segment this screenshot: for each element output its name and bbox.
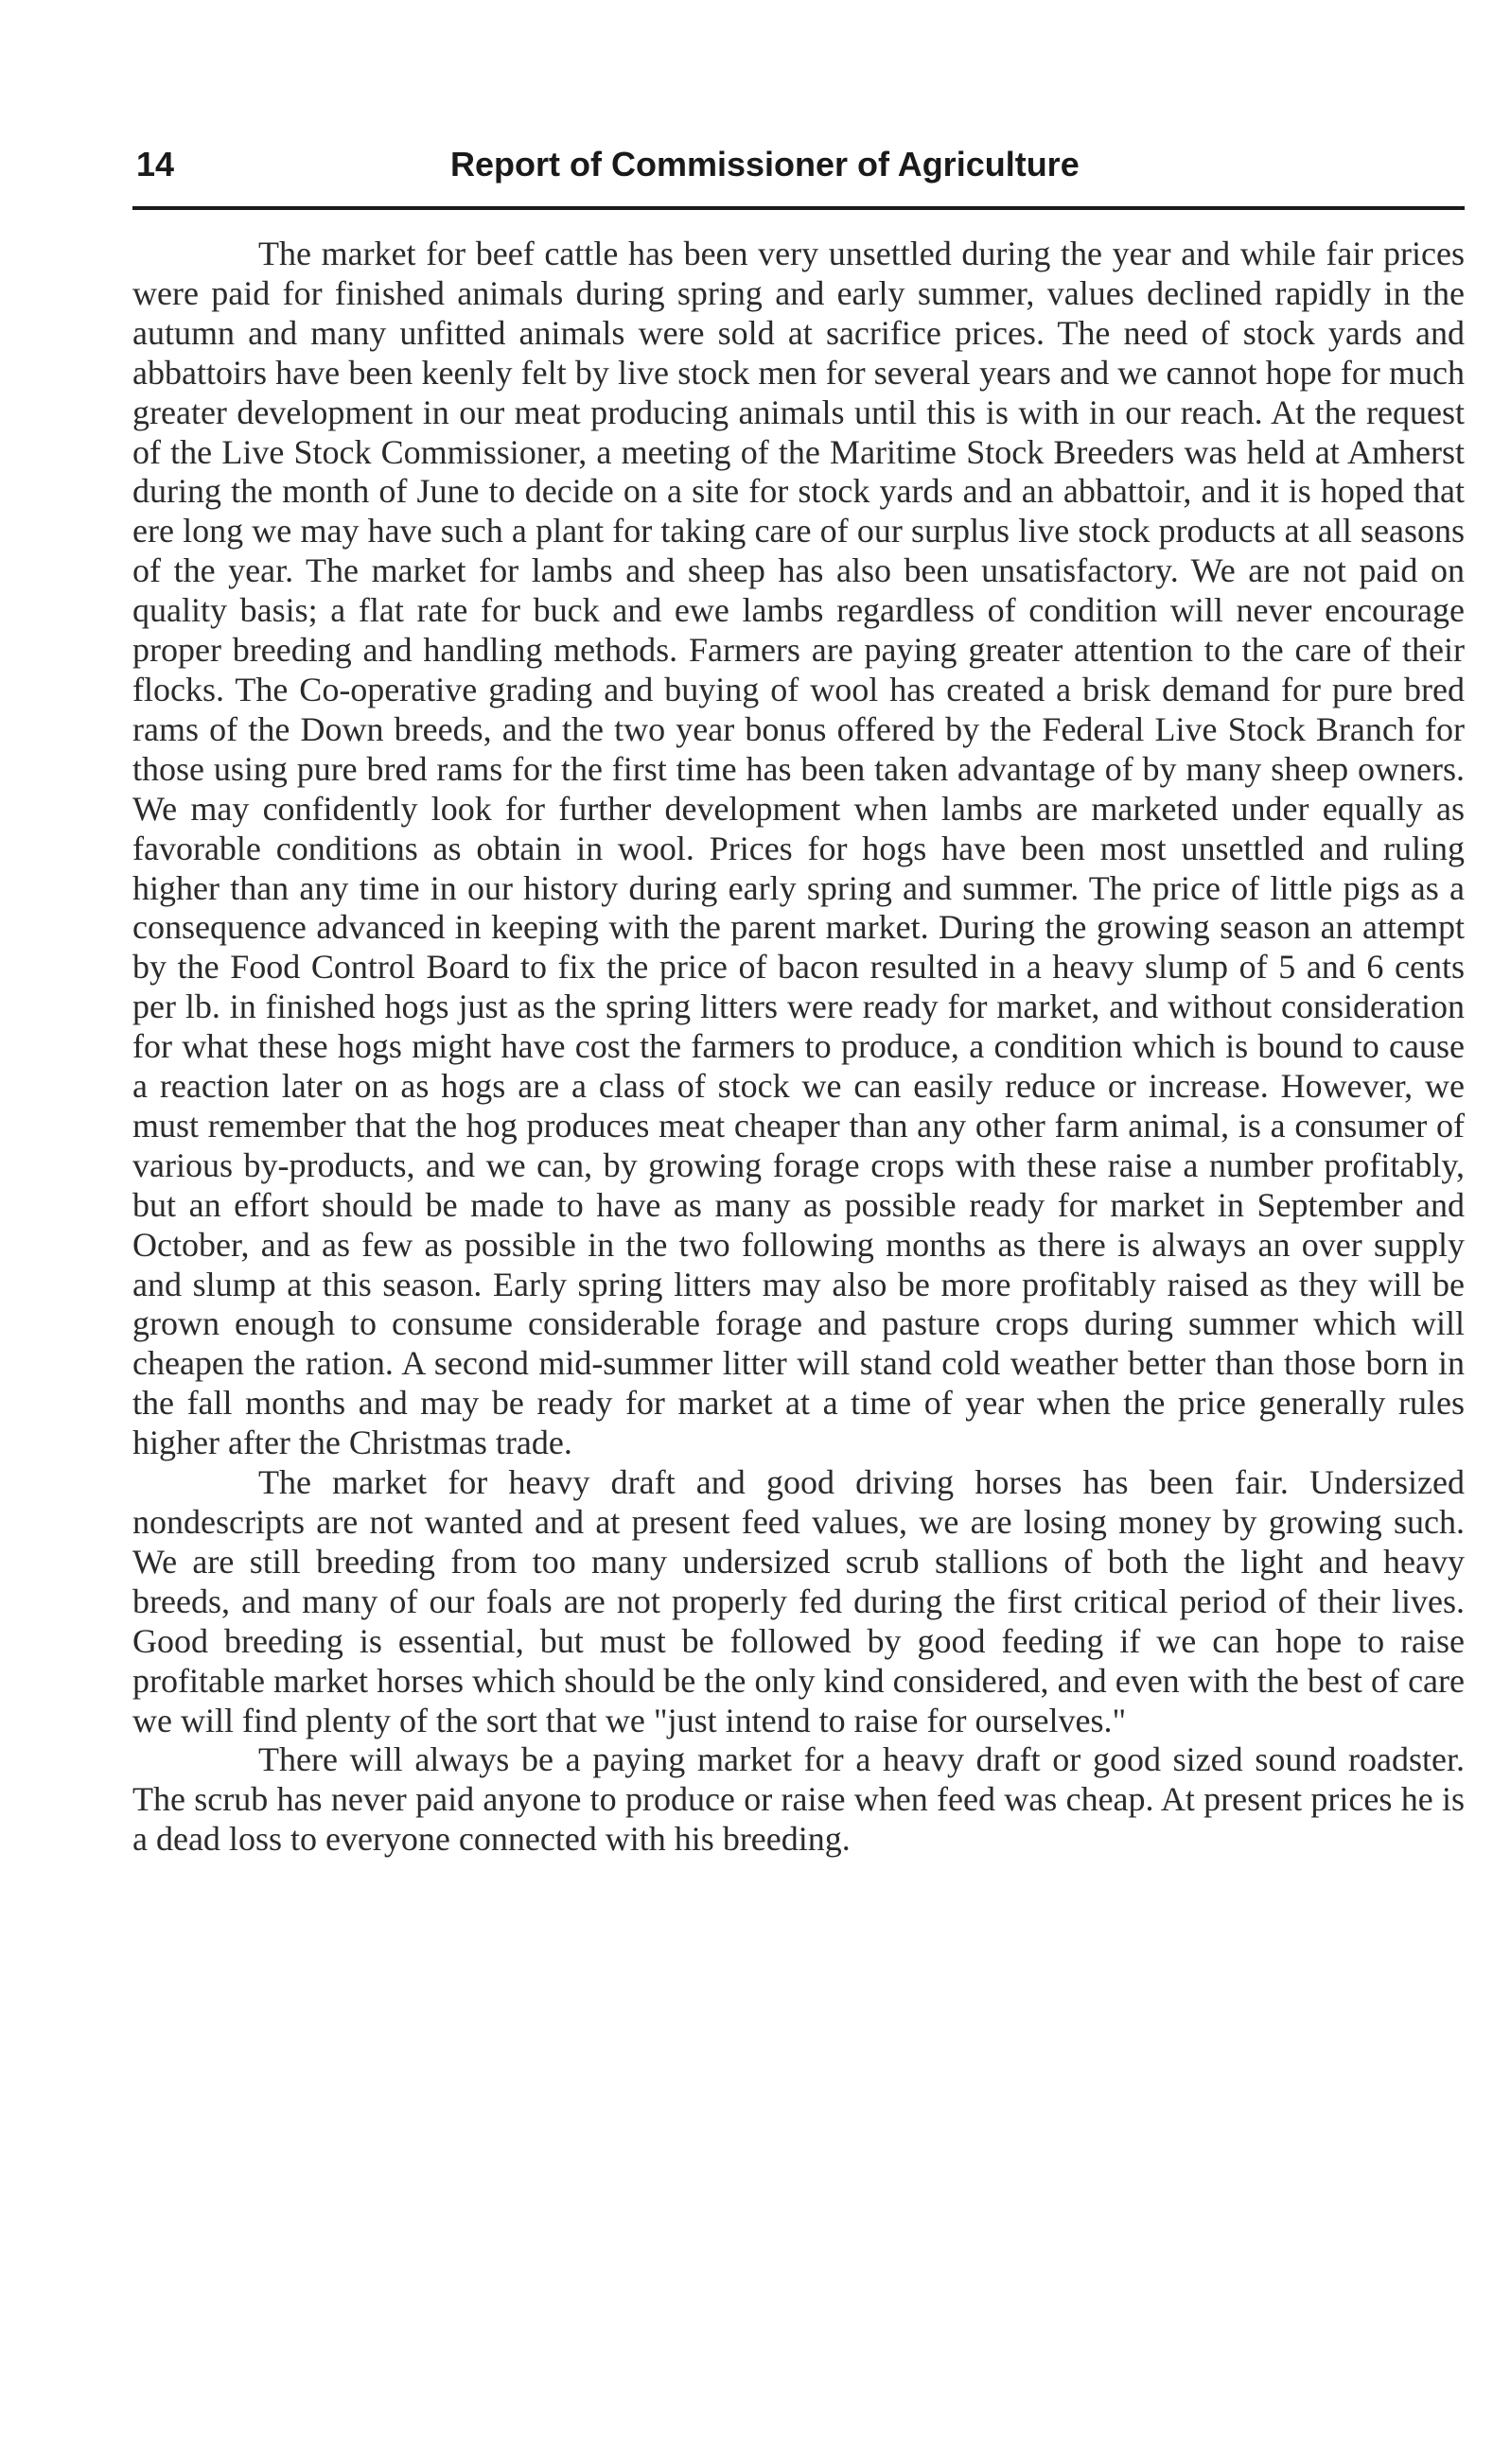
header-rule (132, 206, 1465, 210)
running-title: Report of Commissioner of Agriculture (450, 145, 1080, 183)
paragraph-horses: The market for heavy draft and good driving horses has been fair. Undersized nondescripts are not wanted and at present feed values, we are losing money by growing such. We are still breeding from too many undersized scrub stallions of both the light and heavy breeds, and many of our foals are not properly fed during the first critical period of their lives. Good breeding is essential, but must be followed by good feeding if we can hope to raise profitable market horses which should be the only kind considered, and even with the best of care we will find plenty of the sort that we "just intend to raise for ourselves." (132, 1463, 1465, 1739)
body-text (132, 235, 1465, 1860)
page-header (132, 142, 1465, 189)
paragraph-roadster: There will always be a paying market for a heavy draft or good sized sound roadster. The scrub has never paid anyone to produce or raise when feed was cheap. At present prices he is a dead loss to everyone connected with his breeding. (132, 1740, 1465, 1859)
paragraph-cattle-sheep-hogs: The market for beef cattle has been very unsettled during the year and while fair prices were paid for finished animals during spring and early summer, values declined rapidly in the autumn and many unfitted animals were sold at sacrifice prices. The need of stock yards and abbattoirs have been keenly felt by live stock men for several years and we cannot hope for much greater development in our meat producing animals until this is with in our reach. At the request of the Live Stock Commissioner, a meeting of the Maritime Stock Breeders was held at Amherst during the month of June to decide on a site for stock yards and an abbattoir, and it is hoped that ere long we may have such a plant for taking care of our surplus live stock products at all seasons of the year. The market for lambs and sheep has also been unsatisfactory. We are not paid on quality basis; a flat rate for buck and ewe lambs regardless of condition will never encourage proper breeding and handling methods. Farmers are paying greater attention to the care of their flocks. The Co-operative grading and buying of wool has created a brisk demand for pure bred rams of the Down breeds, and the two year bonus offered by the Federal Live Stock Branch for those using pure bred rams for the first time has been taken advantage of by many sheep owners. We may confidently look for further development when lambs are marketed under equally as favorable conditions as obtain in wool. Prices for hogs have been most unsettled and ruling higher than any time in our history during early spring and summer. The price of little pigs as a consequence advanced in keeping with the parent market. During the growing season an attempt by the Food Control Board to fix the price of bacon resulted in a heavy slump of 5 and 6 cents per lb. in finished hogs just as the spring litters were ready for market, and without consideration for what these hogs might have cost the farmers to produce, a condition which is bound to cause a reaction later on as hogs are a class of stock we can easily reduce or increase. However, we must remember that the hog produces meat cheaper than any other farm animal, is a consumer of various by-products, and we can, by growing forage crops with these raise a number profitably, but an effort should be made to have as many as possible ready for market in September and October, and as few as possible in the two following months as there is always an over supply and slump at this season. Early spring litters may also be more profitably raised as they will be grown enough to consume considerable forage and pasture crops during summer which will cheapen the ration. A second mid-summer litter will stand cold weather better than those born in the fall months and may be ready for market at a time of year when the price generally rules higher after the Christmas trade. (132, 235, 1465, 1462)
page-number: 14 (136, 145, 175, 183)
